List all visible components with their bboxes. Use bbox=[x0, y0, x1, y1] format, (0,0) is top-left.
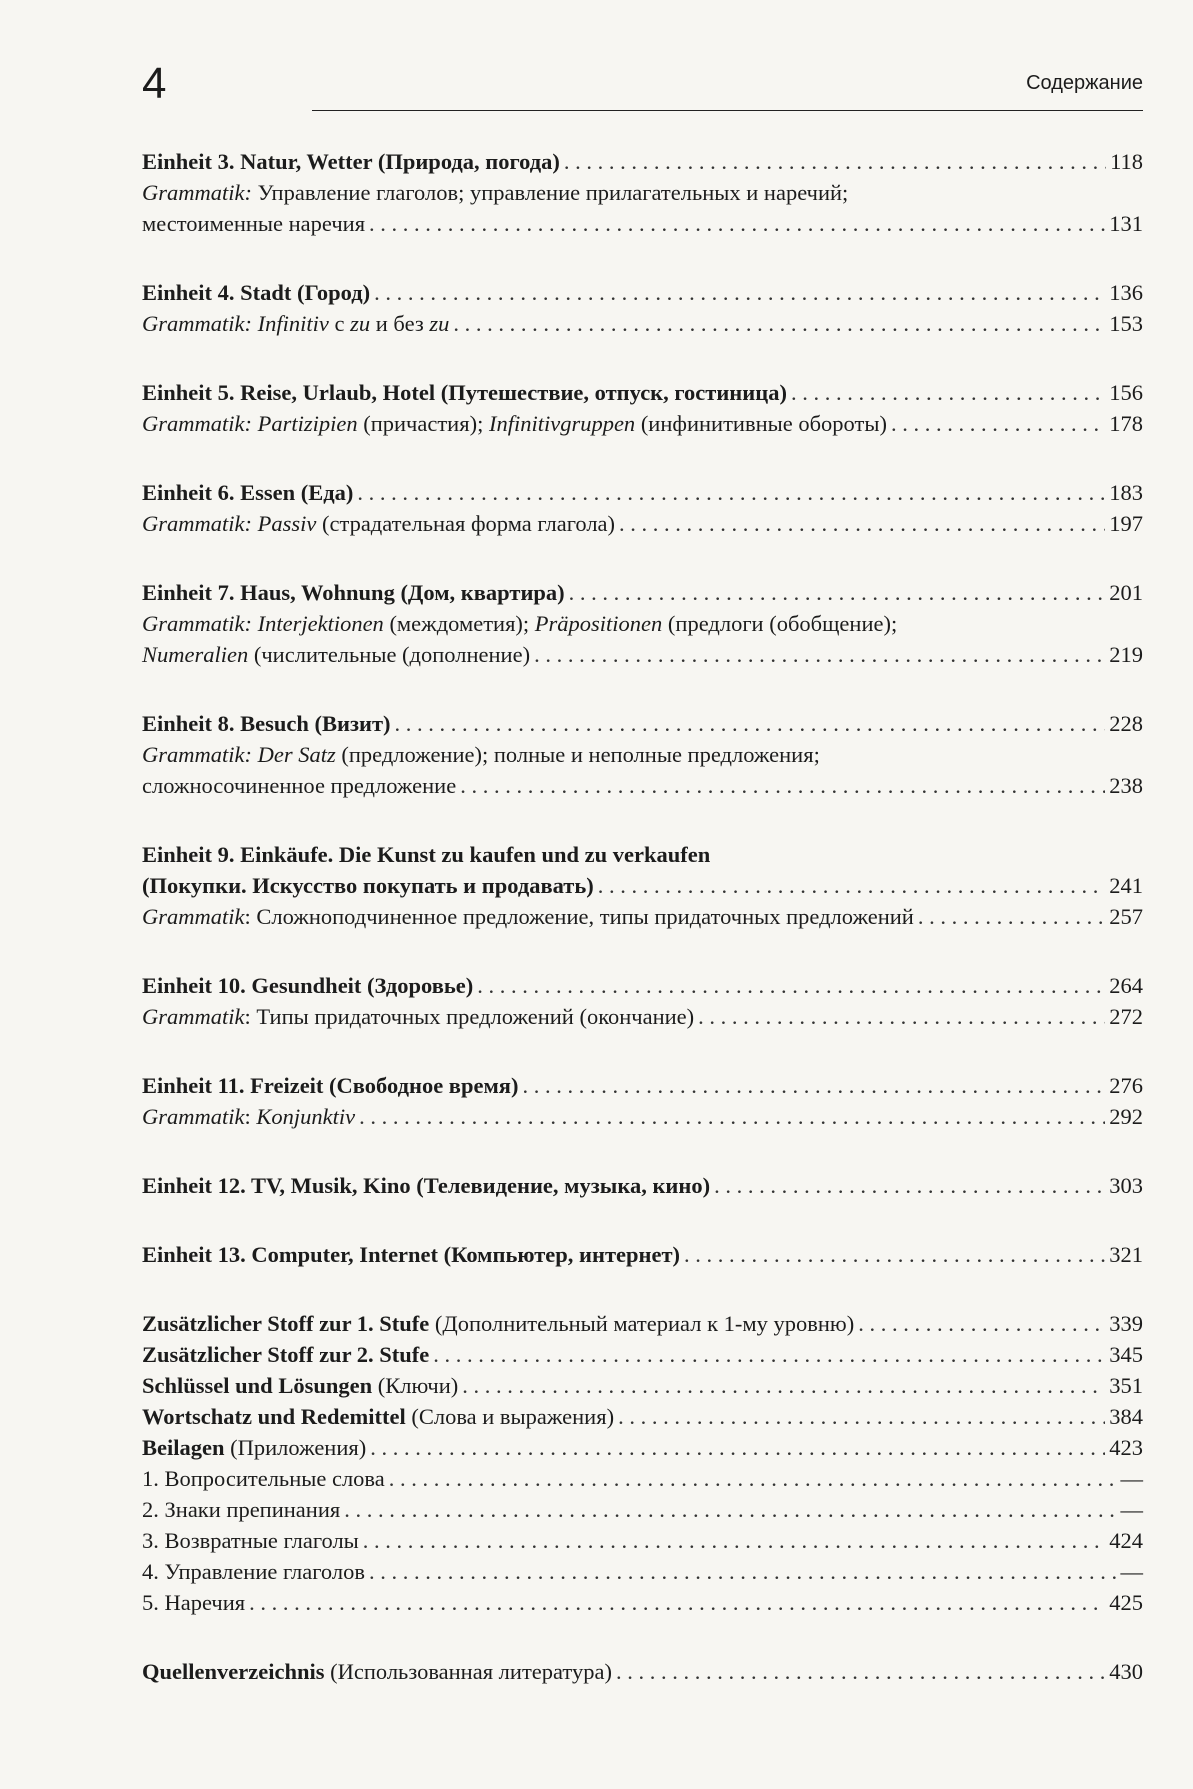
toc-text-segment: Wortschatz und Redemittel bbox=[142, 1404, 406, 1429]
toc-text-segment: Einheit 3. Natur, Wetter (Природа, погода) bbox=[142, 149, 560, 174]
toc-entry bbox=[142, 377, 1143, 408]
toc-group bbox=[142, 1170, 1143, 1201]
toc-group bbox=[142, 1308, 1143, 1618]
dot-leader bbox=[791, 377, 1105, 408]
toc-text-segment: 4. Управление глаголов bbox=[142, 1559, 365, 1584]
toc-entry-text bbox=[142, 739, 820, 770]
toc-entry bbox=[142, 1525, 1143, 1556]
toc-entry bbox=[142, 1494, 1143, 1525]
toc-text-segment: Grammatik: Der Satz bbox=[142, 742, 336, 767]
toc-entry bbox=[142, 277, 1143, 308]
toc-entry bbox=[142, 177, 1143, 208]
toc-text-segment: Schlüssel und Lösungen bbox=[142, 1373, 373, 1398]
toc-group bbox=[142, 1070, 1143, 1132]
toc-entry-text bbox=[142, 146, 560, 177]
toc-text-segment: Konjunktiv bbox=[256, 1104, 356, 1129]
toc-text-segment: Grammatik: Interjektionen bbox=[142, 611, 384, 636]
toc-text-segment: Einheit 4. Stadt (Город) bbox=[142, 280, 371, 305]
toc-entry-text bbox=[142, 1339, 429, 1370]
dot-leader bbox=[460, 770, 1105, 801]
toc-page-number: 384 bbox=[1109, 1404, 1143, 1429]
toc-text-segment: (причастия); bbox=[357, 411, 489, 436]
toc-entry bbox=[142, 901, 1143, 932]
toc-entry-text bbox=[142, 208, 365, 239]
toc-group bbox=[142, 477, 1143, 539]
toc-text-segment: Grammatik: Passiv bbox=[142, 511, 317, 536]
toc-entry bbox=[142, 608, 1143, 639]
toc-text-segment: Einheit 12. TV, Musik, Kino (Телевидение, музыка, кино) bbox=[142, 1173, 711, 1198]
dot-leader bbox=[598, 870, 1106, 901]
dot-leader bbox=[369, 1556, 1117, 1587]
toc-text-segment: 2. Знаки препинания bbox=[142, 1497, 341, 1522]
dot-leader bbox=[618, 1401, 1105, 1432]
toc-page-number: 238 bbox=[1109, 773, 1143, 798]
dot-leader bbox=[369, 208, 1105, 239]
toc-entry bbox=[142, 739, 1143, 770]
dot-leader bbox=[569, 577, 1106, 608]
toc-text-segment: (Слова и выражения) bbox=[405, 1404, 615, 1429]
toc-entry-text bbox=[142, 970, 473, 1001]
toc-text-segment: (предложение); полные и неполные предложения; bbox=[335, 742, 820, 767]
dot-leader bbox=[357, 477, 1105, 508]
toc-entry-text bbox=[142, 1101, 355, 1132]
toc-text-segment: : Типы придаточных предложений (окончание) bbox=[244, 1004, 695, 1029]
toc-entry-text bbox=[142, 1432, 366, 1463]
toc-entry-text bbox=[142, 308, 449, 339]
toc-page-number: 197 bbox=[1109, 511, 1143, 536]
toc-entry bbox=[142, 1401, 1143, 1432]
dot-leader bbox=[477, 970, 1105, 1001]
toc-text-segment: Grammatik: bbox=[142, 180, 252, 205]
toc-entry-text bbox=[142, 608, 897, 639]
toc-group bbox=[142, 1239, 1143, 1270]
dot-leader bbox=[344, 1494, 1116, 1525]
toc-entry-text bbox=[142, 870, 594, 901]
toc-entry-text bbox=[142, 508, 615, 539]
toc-page-number: 264 bbox=[1109, 973, 1143, 998]
toc-text-segment: 3. Возвратные глаголы bbox=[142, 1528, 359, 1553]
dot-leader bbox=[359, 1101, 1105, 1132]
toc-text-segment: Einheit 10. Gesundheit (Здоровье) bbox=[142, 973, 474, 998]
toc-group bbox=[142, 708, 1143, 801]
toc-entry-text bbox=[142, 1001, 694, 1032]
toc-entry bbox=[142, 1556, 1143, 1587]
toc-entry-text bbox=[142, 1656, 612, 1687]
dot-leader bbox=[370, 1432, 1105, 1463]
toc-entry-text bbox=[142, 1587, 245, 1618]
toc-entry-text bbox=[142, 1070, 518, 1101]
dot-leader bbox=[522, 1070, 1105, 1101]
toc-page-number: 272 bbox=[1109, 1004, 1143, 1029]
toc-page-number: 228 bbox=[1109, 711, 1143, 736]
toc-text-segment: Управление глаголов; управление прилагательных и наречий; bbox=[251, 180, 849, 205]
toc-entry-text bbox=[142, 577, 565, 608]
toc-page-number: 276 bbox=[1109, 1073, 1143, 1098]
toc-group bbox=[142, 377, 1143, 439]
toc-text-segment: 1. Вопросительные слова bbox=[142, 1466, 385, 1491]
toc-entry bbox=[142, 1463, 1143, 1494]
toc-page-number: — bbox=[1120, 1497, 1143, 1522]
toc-text-segment: Numeralien bbox=[142, 642, 249, 667]
toc-page-number: 257 bbox=[1109, 904, 1143, 929]
toc-entry bbox=[142, 1170, 1143, 1201]
dot-leader bbox=[564, 146, 1106, 177]
toc-text-segment: и без bbox=[370, 311, 430, 336]
toc-group bbox=[142, 839, 1143, 932]
toc-page-number: 136 bbox=[1109, 280, 1143, 305]
toc-text-segment: Präpositionen bbox=[534, 611, 663, 636]
table-of-contents bbox=[142, 146, 1143, 1725]
toc-group bbox=[142, 277, 1143, 339]
toc-entry bbox=[142, 1432, 1143, 1463]
dot-leader bbox=[918, 901, 1105, 932]
toc-entry-text bbox=[142, 408, 887, 439]
toc-entry-text bbox=[142, 770, 456, 801]
toc-page-number: 303 bbox=[1109, 1173, 1143, 1198]
toc-entry bbox=[142, 208, 1143, 239]
dot-leader bbox=[698, 1001, 1105, 1032]
dot-leader bbox=[453, 308, 1105, 339]
dot-leader bbox=[891, 408, 1105, 439]
toc-page-number: 424 bbox=[1109, 1528, 1143, 1553]
toc-text-segment: Infinitivgruppen bbox=[488, 411, 636, 436]
toc-text-segment: (числительные (дополнение) bbox=[248, 642, 531, 667]
toc-text-segment: с bbox=[328, 311, 351, 336]
toc-page-number: 219 bbox=[1109, 642, 1143, 667]
toc-page-number: 351 bbox=[1109, 1373, 1143, 1398]
toc-page-number: 423 bbox=[1109, 1435, 1143, 1460]
toc-page-number: 425 bbox=[1109, 1590, 1143, 1615]
dot-leader bbox=[858, 1308, 1105, 1339]
toc-page-number: 345 bbox=[1109, 1342, 1143, 1367]
toc-entry bbox=[142, 1101, 1143, 1132]
toc-group bbox=[142, 577, 1143, 670]
dot-leader bbox=[462, 1370, 1105, 1401]
toc-page-number: 178 bbox=[1109, 411, 1143, 436]
toc-group bbox=[142, 970, 1143, 1032]
dot-leader bbox=[619, 508, 1105, 539]
toc-entry bbox=[142, 639, 1143, 670]
toc-entry-text bbox=[142, 639, 530, 670]
toc-text-segment: Grammatik bbox=[142, 1004, 245, 1029]
toc-text-segment: 5. Наречия bbox=[142, 1590, 246, 1615]
dot-leader bbox=[616, 1656, 1105, 1687]
toc-entry-text bbox=[142, 1370, 458, 1401]
toc-text-segment: Grammatik: Infinitiv bbox=[142, 311, 329, 336]
toc-text-segment: Grammatik bbox=[142, 1104, 245, 1129]
toc-text-segment: Einheit 11. Freizeit (Свободное время) bbox=[142, 1073, 519, 1098]
toc-page-number: 153 bbox=[1109, 311, 1143, 336]
toc-text-segment: zu bbox=[350, 311, 371, 336]
header-rule bbox=[312, 110, 1143, 111]
toc-entry-text bbox=[142, 1170, 710, 1201]
toc-text-segment: : bbox=[244, 1104, 257, 1129]
toc-entry-text bbox=[142, 277, 370, 308]
toc-entry-text bbox=[142, 901, 914, 932]
toc-text-segment: zu bbox=[429, 311, 450, 336]
toc-text-segment: (Дополнительный материал к 1-му уровню) bbox=[429, 1311, 855, 1336]
toc-page-number: — bbox=[1120, 1466, 1143, 1491]
toc-entry-text bbox=[142, 477, 353, 508]
toc-text-segment: (междометия); bbox=[383, 611, 535, 636]
dot-leader bbox=[249, 1587, 1105, 1618]
toc-entry bbox=[142, 839, 1143, 870]
toc-text-segment: (инфинитивные обороты) bbox=[635, 411, 887, 436]
toc-text-segment: Zusätzlicher Stoff zur 2. Stufe bbox=[142, 1342, 430, 1367]
toc-entry-text bbox=[142, 1556, 365, 1587]
toc-text-segment: (Покупки. Искусство покупать и продавать) bbox=[142, 873, 594, 898]
toc-entry bbox=[142, 477, 1143, 508]
toc-text-segment: Einheit 9. Einkäufe. Die Kunst zu kaufen und zu verkaufen bbox=[142, 842, 711, 867]
page-number: 4 bbox=[142, 59, 167, 108]
toc-entry-text bbox=[142, 177, 848, 208]
toc-page-number: — bbox=[1120, 1559, 1143, 1584]
toc-text-segment: Grammatik bbox=[142, 904, 245, 929]
toc-entry bbox=[142, 577, 1143, 608]
toc-text-segment: (предлоги (обобщение); bbox=[662, 611, 898, 636]
dot-leader bbox=[684, 1239, 1105, 1270]
toc-text-segment: Einheit 8. Besuch (Визит) bbox=[142, 711, 391, 736]
toc-text-segment: местоименные наречия bbox=[142, 211, 366, 236]
toc-text-segment: Einheit 6. Essen (Еда) bbox=[142, 480, 354, 505]
toc-entry bbox=[142, 870, 1143, 901]
toc-entry bbox=[142, 1308, 1143, 1339]
toc-entry-text bbox=[142, 1525, 359, 1556]
toc-text-segment: (Ключи) bbox=[372, 1373, 459, 1398]
toc-page-number: 339 bbox=[1109, 1311, 1143, 1336]
toc-entry-text bbox=[142, 1401, 614, 1432]
toc-entry bbox=[142, 308, 1143, 339]
toc-text-segment: сложносочиненное предложение bbox=[142, 773, 457, 798]
toc-entry-text bbox=[142, 1463, 385, 1494]
toc-entry-text bbox=[142, 377, 787, 408]
dot-leader bbox=[389, 1463, 1117, 1494]
toc-text-segment: Quellenverzeichnis bbox=[142, 1659, 325, 1684]
toc-text-segment: (Использованная литература) bbox=[324, 1659, 612, 1684]
toc-text-segment: : Сложноподчиненное предложение, типы придаточных предложений bbox=[244, 904, 914, 929]
dot-leader bbox=[374, 277, 1105, 308]
toc-entry bbox=[142, 146, 1143, 177]
toc-page-number: 183 bbox=[1109, 480, 1143, 505]
toc-entry-text bbox=[142, 1239, 680, 1270]
toc-entry bbox=[142, 1239, 1143, 1270]
toc-text-segment: (Приложения) bbox=[224, 1435, 367, 1460]
toc-text-segment: (страдательная форма глагола) bbox=[316, 511, 616, 536]
dot-leader bbox=[714, 1170, 1105, 1201]
toc-page-number: 156 bbox=[1109, 380, 1143, 405]
toc-entry bbox=[142, 770, 1143, 801]
toc-text-segment: Einheit 5. Reise, Urlaub, Hotel (Путешествие, отпуск, гостиница) bbox=[142, 380, 787, 405]
toc-text-segment: Beilagen bbox=[142, 1435, 225, 1460]
toc-entry-text bbox=[142, 708, 391, 739]
toc-entry-text bbox=[142, 1494, 340, 1525]
toc-entry bbox=[142, 1001, 1143, 1032]
toc-entry bbox=[142, 1339, 1143, 1370]
toc-page-number: 201 bbox=[1109, 580, 1143, 605]
toc-group bbox=[142, 146, 1143, 239]
toc-group bbox=[142, 1656, 1143, 1687]
toc-entry bbox=[142, 508, 1143, 539]
toc-entry bbox=[142, 1587, 1143, 1618]
toc-text-segment: Grammatik: Partizipien bbox=[142, 411, 358, 436]
dot-leader bbox=[433, 1339, 1105, 1370]
toc-entry bbox=[142, 708, 1143, 739]
toc-entry-text bbox=[142, 1308, 854, 1339]
toc-text-segment: Einheit 7. Haus, Wohnung (Дом, квартира) bbox=[142, 580, 565, 605]
toc-entry bbox=[142, 408, 1143, 439]
toc-page-number: 118 bbox=[1110, 149, 1143, 174]
toc-page-number: 321 bbox=[1109, 1242, 1143, 1267]
toc-entry bbox=[142, 1656, 1143, 1687]
toc-page-number: 292 bbox=[1109, 1104, 1143, 1129]
running-head: Содержание bbox=[1026, 72, 1143, 94]
toc-text-segment: Einheit 13. Computer, Internet (Компьютер, интернет) bbox=[142, 1242, 681, 1267]
toc-page-number: 430 bbox=[1109, 1659, 1143, 1684]
dot-leader bbox=[534, 639, 1105, 670]
toc-text-segment: Zusätzlicher Stoff zur 1. Stufe bbox=[142, 1311, 430, 1336]
toc-page-number: 241 bbox=[1109, 873, 1143, 898]
toc-entry bbox=[142, 1370, 1143, 1401]
toc-entry bbox=[142, 1070, 1143, 1101]
toc-entry-text bbox=[142, 839, 710, 870]
dot-leader bbox=[395, 708, 1106, 739]
toc-entry bbox=[142, 970, 1143, 1001]
toc-page-number: 131 bbox=[1109, 211, 1143, 236]
dot-leader bbox=[363, 1525, 1105, 1556]
